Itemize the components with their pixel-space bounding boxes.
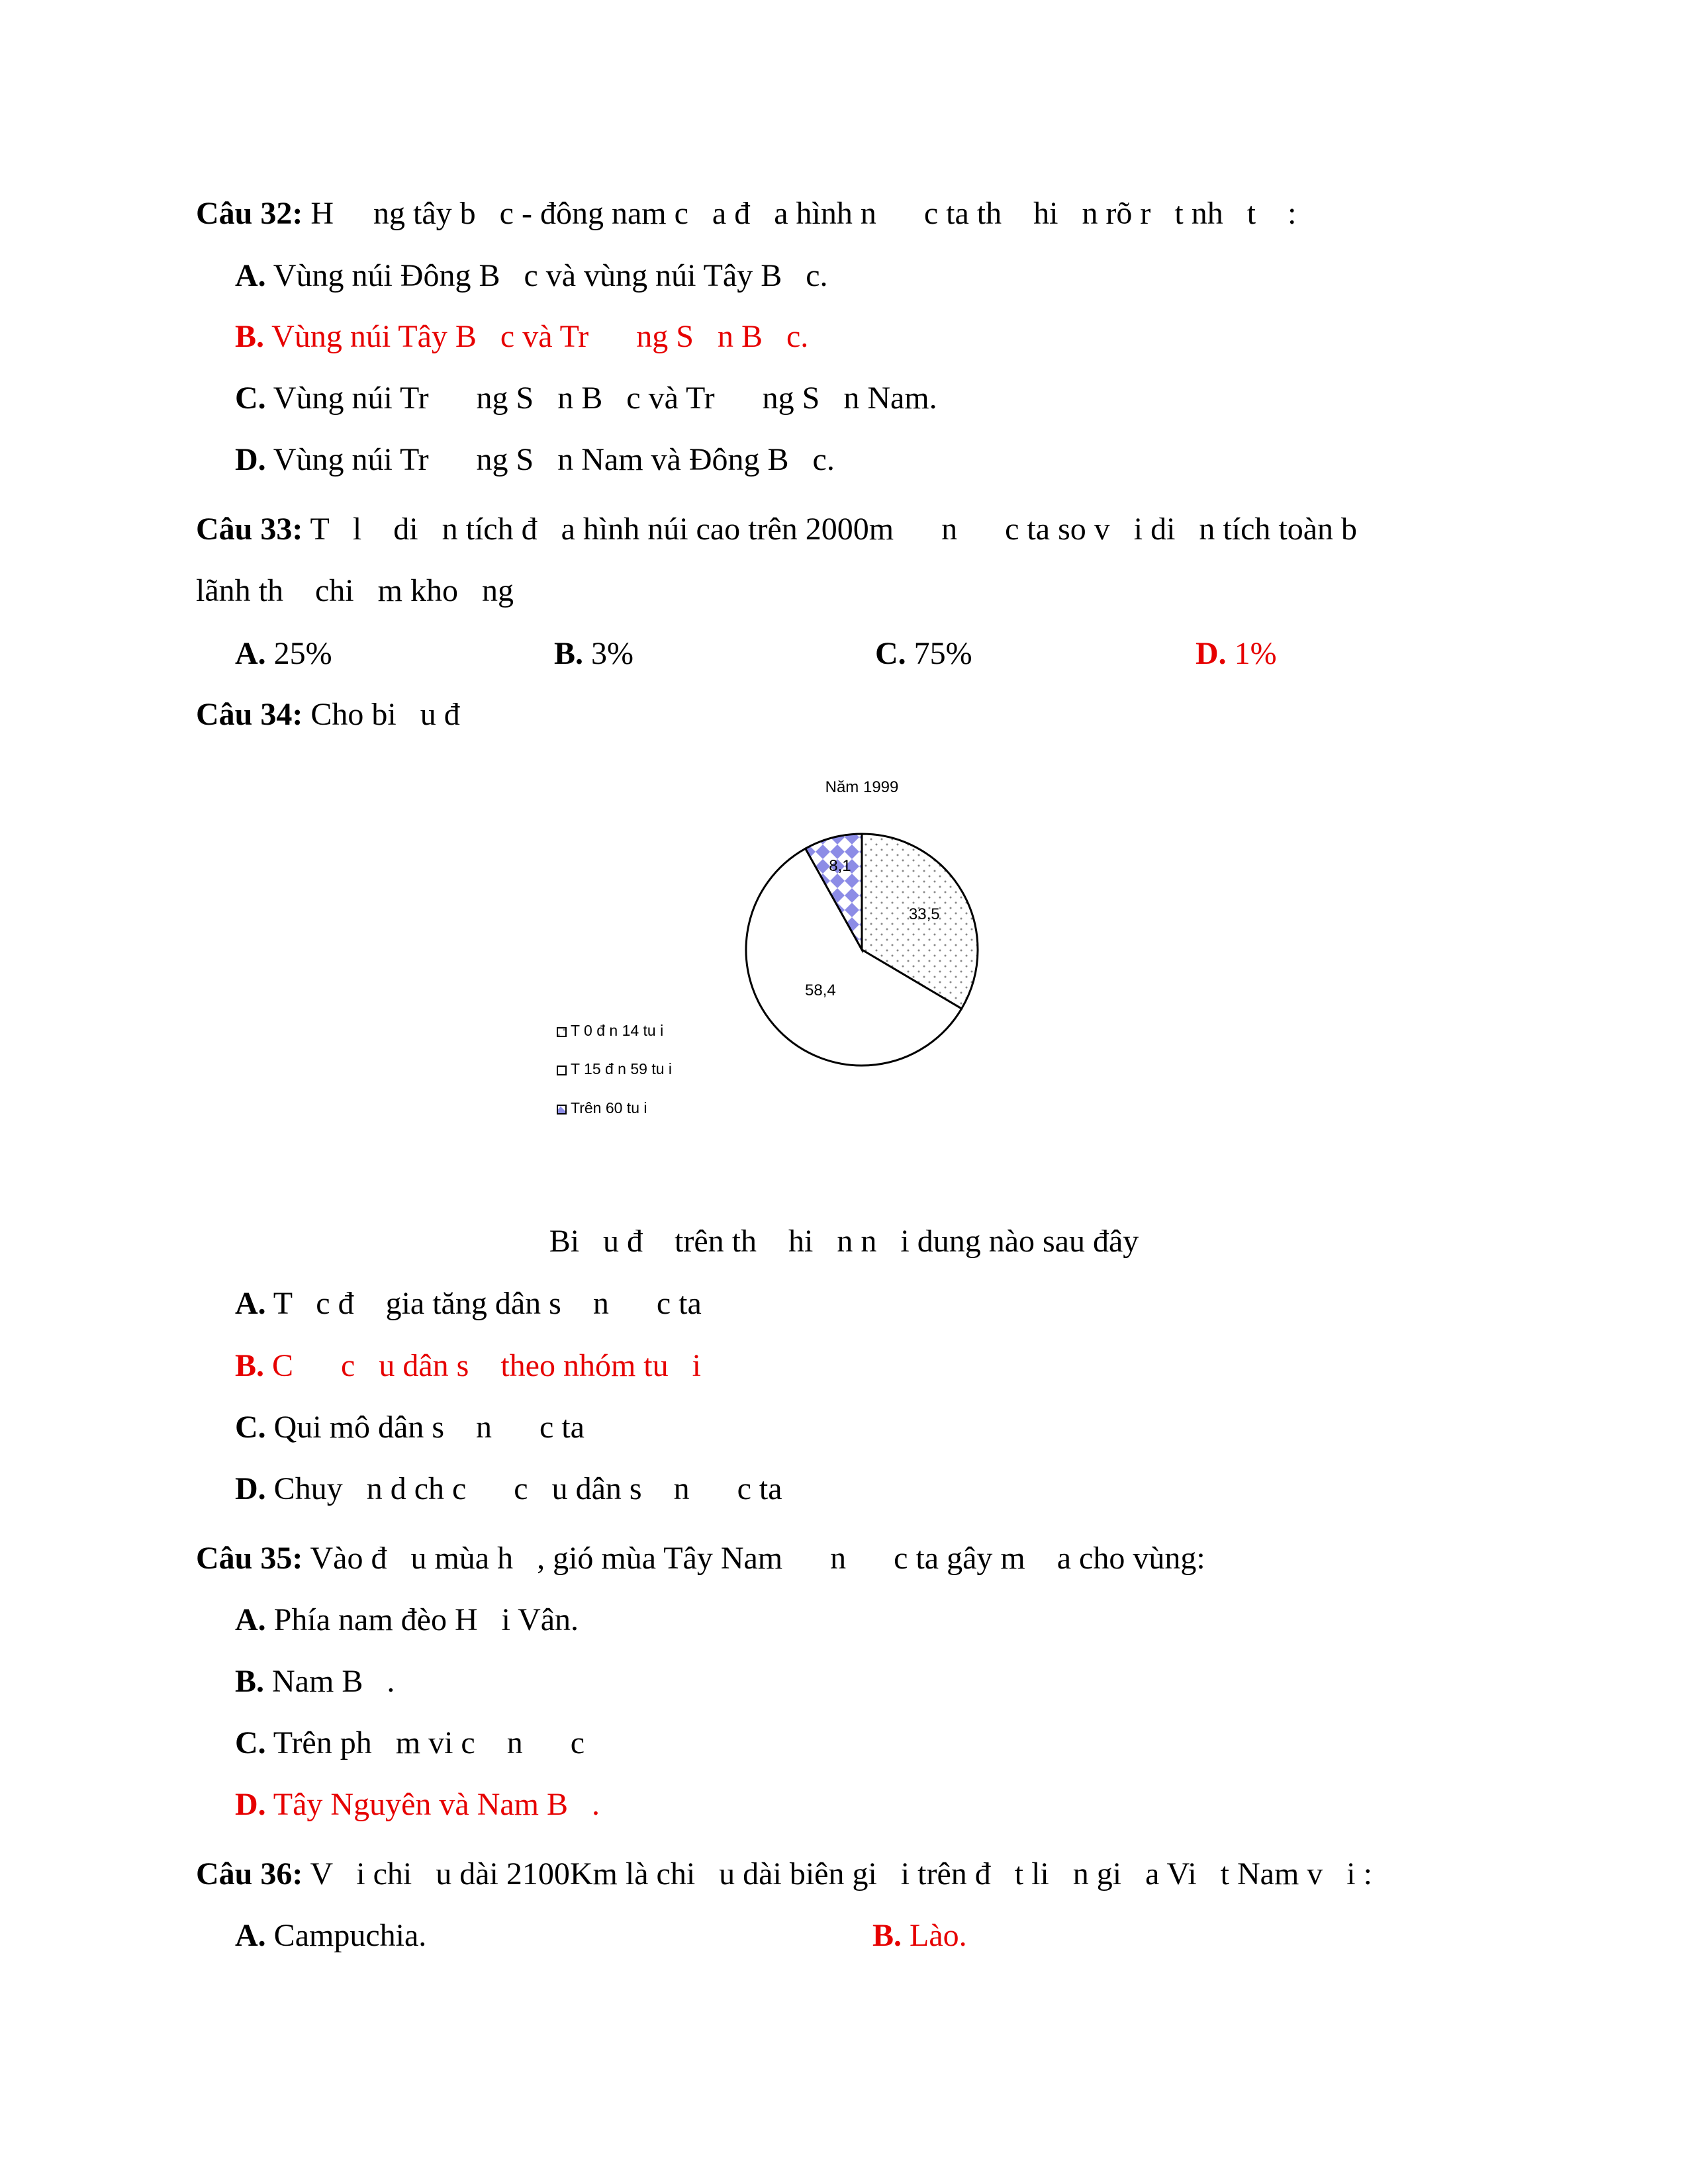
option-text: Vùng núi Đông B c và vùng núi Tây B c. xyxy=(265,258,828,293)
q33-option-d-correct xyxy=(1196,634,1277,674)
q32-option-d xyxy=(235,440,835,480)
q35-text: Vào đ u mùa h , gió mùa Tây Nam n c ta gây m a cho vùng: xyxy=(303,1541,1205,1576)
q35-label: Câu 35: xyxy=(196,1541,303,1576)
q32-label: Câu 32: xyxy=(196,196,303,231)
q34-stem xyxy=(196,695,460,735)
option-letter: B. xyxy=(235,1348,265,1383)
option-letter: C. xyxy=(235,381,266,416)
option-letter: C. xyxy=(875,636,906,671)
q32-text: H ng tây b c - đông nam c a đ a hình n c ta th hi n rõ r t nh t : xyxy=(303,196,1297,231)
option-text: Vùng núi Tr ng S n Nam và Đông B c. xyxy=(265,442,835,477)
option-text: T c đ gia tăng dân s n c ta xyxy=(265,1286,702,1321)
q34-option-d xyxy=(235,1469,782,1509)
option-text: Lào. xyxy=(902,1918,967,1953)
option-letter: A. xyxy=(235,1918,266,1953)
q34-option-b-correct xyxy=(235,1346,701,1386)
option-letter: B. xyxy=(235,319,265,354)
option-letter: C. xyxy=(235,1410,266,1445)
q35-stem xyxy=(196,1539,1205,1578)
q33-stem-line2: lãnh th chi m kho ng xyxy=(196,573,514,608)
option-letter: B. xyxy=(235,1664,265,1699)
q34-option-a xyxy=(235,1284,702,1324)
q35-option-b xyxy=(235,1662,395,1702)
option-text: Vùng núi Tr ng S n B c và Tr ng S n Nam. xyxy=(265,381,937,416)
q36-option-a xyxy=(235,1916,426,1956)
option-letter: A. xyxy=(235,636,266,671)
chart-legend xyxy=(557,1022,672,1116)
option-text: Phía nam đèo H i Vân. xyxy=(265,1602,579,1637)
option-text: C c u dân s theo nhóm tu i xyxy=(264,1348,701,1383)
option-text: Nam B . xyxy=(264,1664,395,1699)
q36-option-b-correct xyxy=(872,1916,967,1956)
option-letter: A. xyxy=(235,1286,266,1321)
q33-option-a xyxy=(235,634,332,674)
option-letter: C. xyxy=(235,1725,266,1760)
q34-chart-question: Bi u đ trên th hi n n i dung nào sau đây xyxy=(549,1224,1139,1259)
q32-option-c xyxy=(235,379,937,418)
q34-label: Câu 34: xyxy=(196,697,303,732)
legend-label-15-59: T 15 đ n 59 tu i xyxy=(571,1060,673,1077)
q32-option-b-correct xyxy=(235,317,808,357)
option-text: 3% xyxy=(583,636,633,671)
legend-swatch-15-59 xyxy=(557,1066,566,1075)
option-text: Campuchia. xyxy=(265,1918,427,1953)
pie-label-0-14: 33,5 xyxy=(908,905,940,924)
option-letter: D. xyxy=(235,442,266,477)
q33-label: Câu 33: xyxy=(196,512,303,547)
option-letter: D. xyxy=(1196,636,1227,671)
option-text: Trên ph m vi c n c xyxy=(265,1725,585,1760)
option-letter: A. xyxy=(235,1602,266,1637)
option-text: Tây Nguyên và Nam B . xyxy=(265,1787,600,1822)
q35-option-a xyxy=(235,1600,579,1640)
option-text: Qui mô dân s n c ta xyxy=(265,1410,585,1445)
age-structure-pie-chart xyxy=(530,761,1125,1132)
q32-stem xyxy=(196,194,1296,234)
q34-text: Cho bi u đ xyxy=(303,697,460,732)
option-letter: D. xyxy=(235,1787,266,1822)
q35-option-c xyxy=(235,1723,585,1763)
q35-option-d-correct xyxy=(235,1785,600,1825)
option-letter: D. xyxy=(235,1471,266,1506)
q33-stem xyxy=(196,510,1357,549)
option-letter: B. xyxy=(872,1918,902,1953)
option-text: 1% xyxy=(1226,636,1277,671)
q32-option-a xyxy=(235,256,828,296)
option-letter: A. xyxy=(235,258,266,293)
option-text: 75% xyxy=(906,636,972,671)
q33-option-b xyxy=(554,634,633,674)
q34-option-c xyxy=(235,1408,585,1447)
chart-title: Năm 1999 xyxy=(825,778,899,796)
option-text: Chuy n d ch c c u dân s n c ta xyxy=(265,1471,782,1506)
legend-label-60-plus: Trên 60 tu i xyxy=(571,1099,647,1116)
legend-swatch-60-plus xyxy=(557,1105,566,1114)
pie-label-60-plus: 8,1 xyxy=(829,856,851,875)
option-text: 25% xyxy=(265,636,332,671)
q33-option-c xyxy=(875,634,972,674)
q36-text: V i chi u dài 2100Km là chi u dài biên gi i trên đ t li n gi a Vi t Nam v i : xyxy=(303,1856,1372,1891)
option-text: Vùng núi Tây B c và Tr ng S n B c. xyxy=(264,319,809,354)
q36-stem xyxy=(196,1854,1372,1894)
legend-swatch-0-14 xyxy=(557,1028,566,1036)
option-letter: B. xyxy=(554,636,584,671)
q33-text: T l di n tích đ a hình núi cao trên 2000m n c ta so v i di n tích toàn b xyxy=(303,512,1358,547)
q36-label: Câu 36: xyxy=(196,1856,303,1891)
pie-label-15-59: 58,4 xyxy=(804,981,836,1000)
legend-label-0-14: T 0 đ n 14 tu i xyxy=(571,1022,664,1039)
